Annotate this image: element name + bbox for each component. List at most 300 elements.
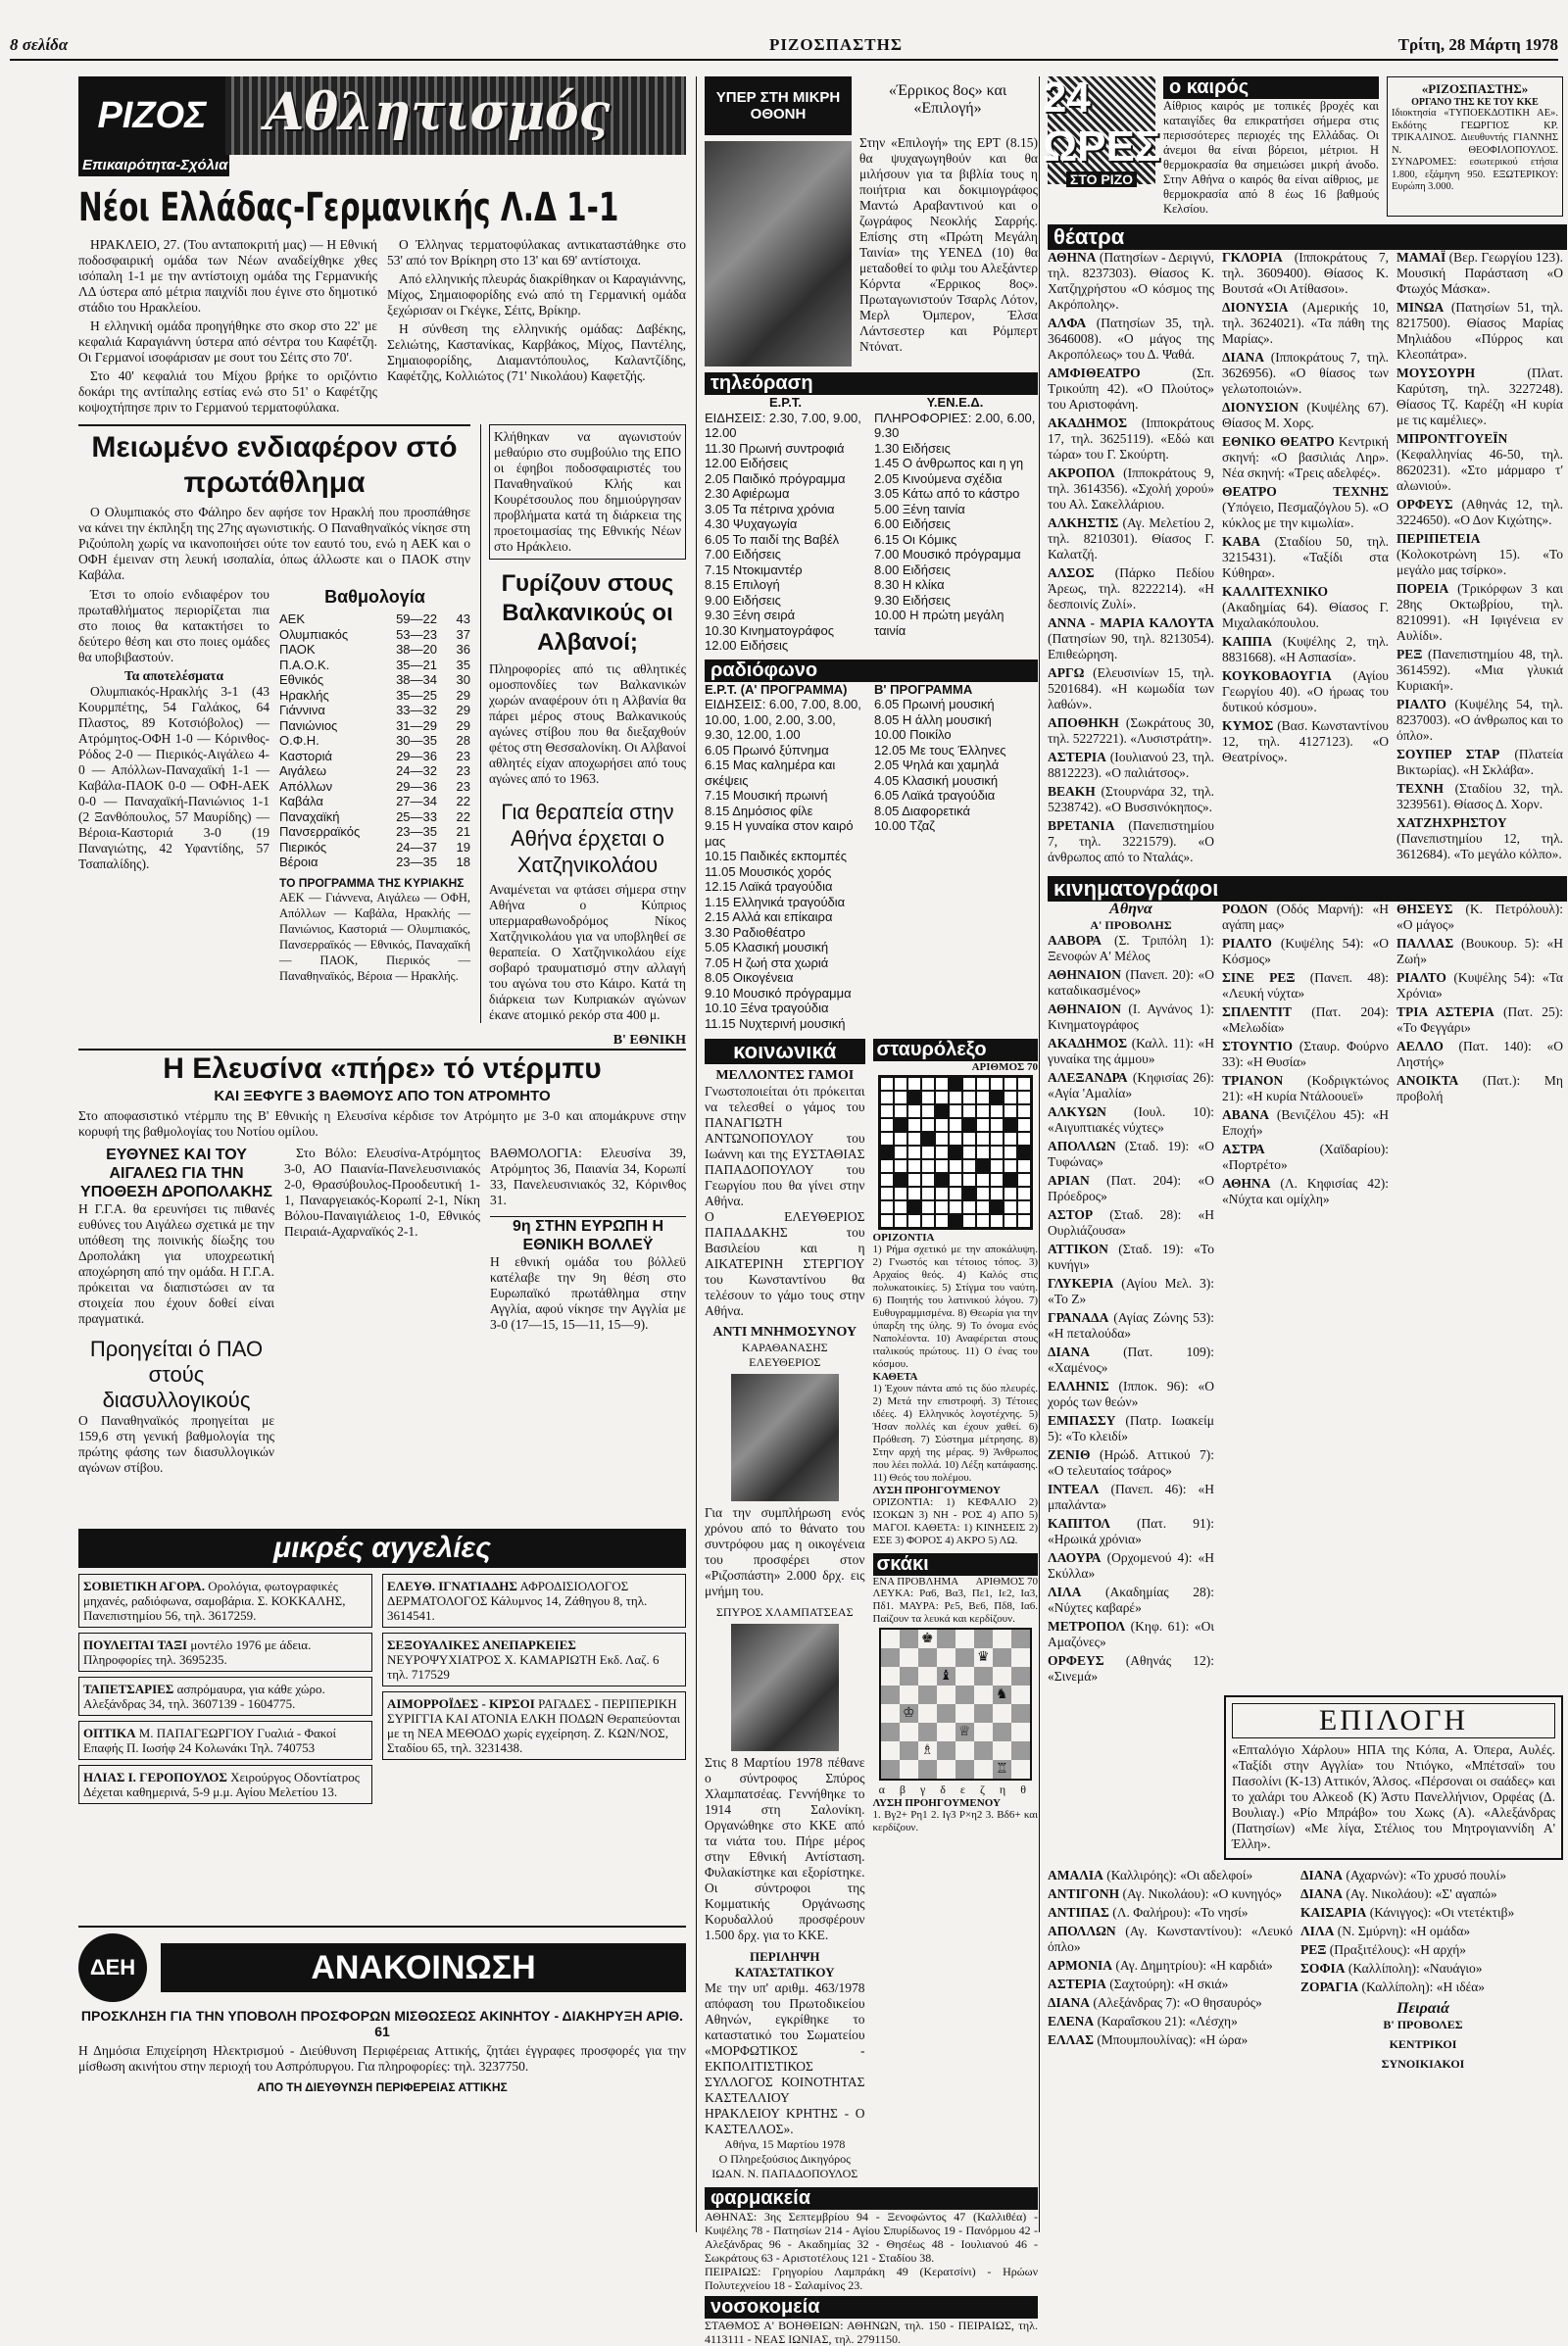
tv-listing: 1.30 Ειδήσεις: [874, 440, 951, 456]
crossword-cell: [962, 1132, 976, 1146]
cinema-entry-detail: (Καραΐσκου 21): «Λέσχη»: [1094, 2014, 1238, 2028]
crossword-cell: [921, 1132, 935, 1146]
theatre-entry: [1048, 415, 1214, 463]
theatre-entry-name: ΣΟΥΠΕΡ ΣΤΑΡ: [1396, 747, 1500, 761]
chess-square: [956, 1741, 974, 1760]
cinema-entry: [1396, 1073, 1563, 1104]
cinema-entry-name: ΑΛΚΥΩΝ: [1048, 1104, 1106, 1119]
ad-entry-detail: ΡΑΓΑΔΕΣ - ΠΕΡΙΠΕΡΙΚΗ ΣΥΡΙΓΓΙΑ ΚΑΙ ΑΤΟΝΙΑ ΕΛΚΗ ΠΟΔΩΝ Θεραπεύονται με τη ΝΕΑ ΜΕΘΟΔΟ χωρίς εγχείρηση. Ζ. ΚΩΝ/ΝΟΣ, Σταδίου 65, τηλ. 3231438.: [387, 1696, 681, 1755]
theatre-entry-name: ΑΛΦΑ: [1048, 316, 1087, 330]
team-stats: [396, 840, 470, 855]
chess-square: [900, 1686, 918, 1704]
crossword-cell: [935, 1077, 949, 1091]
crossword-cell: [880, 1104, 894, 1118]
ad-entry-name: ΑΙΜΟΡΡΟΪΔΕΣ - ΚΙΡΣΟΙ: [387, 1696, 535, 1711]
cinema-entry-detail: (Βενιζέλου 45): «Η Εποχή»: [1222, 1107, 1389, 1138]
crossword-cell: [880, 1173, 894, 1187]
cinema-entry-name: ΔΙΑΝΑ: [1300, 1868, 1343, 1882]
crossword-cell: [894, 1132, 907, 1146]
crossword-cell: [935, 1159, 949, 1173]
crossword-cell: [949, 1159, 962, 1173]
chess-square: [881, 1667, 900, 1686]
chess-square: [918, 1648, 937, 1667]
crossword-cell: [1017, 1159, 1031, 1173]
cinema-entry-detail: (Σ. Τριπόλη 1): Ξενοφών Α' Μέλος: [1048, 933, 1214, 963]
team-stats: [396, 703, 470, 718]
theatre-entry: [1222, 434, 1389, 481]
ad-entry: [382, 1633, 686, 1686]
crossword-cell: [921, 1118, 935, 1132]
notice-body: Η Δημόσια Επιχείρηση Ηλεκτρισμού - Διεύθυνση Περιφέρειας Αττικής, ζητάει έγγραφες προσφορές για την μίσθωση ακινήτου στην περιοχή του Ασπρόπυργου. Για πληροφορίες: τηλ. 3237750.: [78, 2043, 686, 2074]
cinema-entry: [1048, 1958, 1293, 1974]
crossword-cell: [907, 1104, 921, 1118]
radio-listing: 6.05 Πρωινή μουσική: [874, 697, 995, 711]
theatre-entry-detail: (Στουρνάρα 32, τηλ. 5238742). «Ο Βυσσινόκηπος».: [1048, 784, 1214, 814]
theatre-entry-name: ΠΕΡΙΠΕΤΕΙΑ: [1396, 531, 1481, 546]
chess-square: [1011, 1630, 1030, 1648]
main-headline: Νέοι Ελλάδας-Γερμανικής Λ.Δ 1-1: [78, 185, 619, 230]
paragraph: Ο Ολυμπιακός στο Φάληρο δεν αφήσε τον Ηρακλή που προσπάθησε να κάνει την έκπληξη της 27ης αγωνιστικής. Ο Παναθηναϊκός νίκησε στη Ριζούπολη χωρίς να ικανοποιήσει ούτε τον εαυτό του, ενώ η ΑΕΚ και ο ΟΦΗ έμειναν στη λευκή ισοπαλία, όπως άλλωστε και ο ΠΑΟΚ στην Καβάλα.: [78, 505, 470, 582]
cinema-entry-detail: (Πατ.): Μη προβολή: [1396, 1073, 1563, 1103]
theatre-entry: [1396, 531, 1563, 578]
crossword-cell: [976, 1173, 990, 1187]
radio-listing: 7.15 Μουσική πρωινή: [705, 788, 828, 803]
cinema-entry-detail: (Κυψέλης 54): «Ο Κόσμος»: [1222, 936, 1389, 966]
masthead-box: [1387, 76, 1563, 217]
cinema-entry-name: ΑΒΑΝΑ: [1222, 1107, 1270, 1122]
crossword-cell: [1004, 1187, 1017, 1200]
chess-square: [974, 1741, 993, 1760]
standings-row: [279, 794, 470, 809]
crossword-cell: [1017, 1118, 1031, 1132]
chess-square: [956, 1686, 974, 1704]
ad-entry-detail: ασπρόμαυρα, για κάθε χώρο. Αλεξάνδρας 34, τηλ. 3607139 - 1604775.: [83, 1682, 325, 1711]
cinema-entry-name: ΟΡΦΕΥΣ: [1048, 1653, 1104, 1668]
issue-date: Τρίτη, 28 Μάρτη 1978: [1397, 35, 1558, 54]
radio-listing: 5.05 Κλασική μουσική: [705, 940, 829, 954]
weather-title: ο καιρός: [1163, 76, 1379, 99]
crossword-cell: [990, 1200, 1004, 1214]
tv-listing: 2.05 Κινούμενα σχέδια: [874, 470, 1003, 486]
theatre-entry: [1396, 747, 1563, 778]
crossword-cell: [1004, 1146, 1017, 1159]
theatre-entry-name: ΑΜΦΙΘΕΑΤΡΟ: [1048, 366, 1141, 380]
marriage-heading: ΜΕΛΛΟΝΤΕΣ ΓΑΜΟΙ: [715, 1068, 855, 1083]
team-stats: [396, 794, 470, 809]
respons-story: [78, 1146, 274, 1476]
crossword-cell: [962, 1173, 976, 1187]
tv-yened: [874, 395, 1036, 654]
theatre-entry-detail: (Τρικόρφων 3 και 28ης Οκτωβρίου, τηλ. 8210991). «Η Ιφιγένεια εν Αυλίδι».: [1396, 581, 1563, 643]
goals: 35—21: [396, 657, 437, 672]
crossword-cell: [949, 1104, 962, 1118]
goals: 35—25: [396, 687, 437, 703]
cinema-entry: [1048, 1242, 1214, 1273]
cinema-entry-name: ΕΛΛΑΣ: [1048, 2032, 1094, 2047]
ads-title: μικρές αγγελίες: [78, 1529, 686, 1568]
theatre-entry-detail: (Ακαδημίας 64). Θίασος Γ. Μιχαλακόπουλου.: [1222, 600, 1389, 630]
crossword-cell: [880, 1077, 894, 1091]
team-name: Απόλλων: [279, 778, 333, 794]
ad-entry-detail: ΑΦΡΟΔΙΣΙΟΛΟΓΟΣ ΔΕΡΜΑΤΟΛΟΓΟΣ Κάλυμνος 14, Ζάθηγου 8, τηλ. 3614541.: [387, 1579, 648, 1623]
cinema-entry: [1396, 936, 1563, 967]
crossword-cell: [1017, 1187, 1031, 1200]
crossword-cell: [949, 1091, 962, 1104]
cinema-entry-detail: (Πατ. 204): «Μελωδία»: [1222, 1004, 1389, 1035]
cinema-entry-detail: (Καλλίπολη): «Ναυάγιο»: [1345, 1961, 1483, 1976]
points: 22: [456, 794, 470, 808]
theatre-entry-detail: (Κολοκοτρώνη 15). «Το μεγάλο μας τσίρκο».: [1396, 547, 1563, 577]
cinema-entry-detail: (Καλλίπολη): «Η ιδέα»: [1358, 1979, 1486, 1994]
memory-body: Για την συμπλήρωση ενός χρόνου από το θάνατο του συντρόφου μας η οικογένεια του προσφέρει στον «Ριζοσπάστη» 2.000 δρχ. εις μνήμη του.: [705, 1505, 865, 1598]
radio-listing: 6.05 Λαϊκά τραγούδια: [874, 788, 996, 803]
theatre-entry-name: ΚΟΥΚΟΒΑΟΥΓΙΑ: [1222, 668, 1332, 683]
cinema-entry-name: ΑΝΤΙΓΟΝΗ: [1048, 1886, 1120, 1901]
cinema-entry-name: ΑΝΤΙΠΑΣ: [1048, 1905, 1109, 1920]
crossword-cell: [962, 1214, 976, 1228]
points: 36: [456, 642, 470, 657]
theatre-entry: [1048, 784, 1214, 815]
cinema-entry-detail: (Πατ. 140): «Ο Ληστής»: [1396, 1039, 1563, 1069]
cinema-entry-name: ΑΘΗΝΑΙΟΝ: [1048, 1002, 1121, 1016]
ad-entry: [382, 1691, 686, 1760]
cinema-entry-detail: (Αλεξάνδρας 7): «Ο θησαυρός»: [1089, 1995, 1262, 2010]
radio-listing: 2.05 Ψηλά και χαμηλά: [874, 758, 1000, 772]
pharmacy-piraeus: ΠΕΙΡΑΙΩΣ: Γρηγορίου Λαμπράκη 49 (Κερατσίνι) - Ηρώων Πολυτεχνείου 18 - Σαλαμίνος 23.: [705, 2265, 1038, 2292]
team-stats: [396, 763, 470, 779]
theatre-entry-detail: (Πατησίων 90, τηλ. 8213054). Επιθεώρηση.: [1048, 631, 1214, 661]
notice-subtitle: ΠΡΟΣΚΛΗΣΗ ΓΙΑ ΤΗΝ ΥΠΟΒΟΛΗ ΠΡΟΣΦΟΡΩΝ ΜΙΣΘΩΣΕΩΣ ΑΚΙΝΗΤΟΥ - ΔΙΑΚΗΡΥΞΗ ΑΡΙΘ. 61: [80, 2008, 684, 2039]
chess-square: [937, 1704, 956, 1723]
cinema-entry-detail: (Σταυρ. Φούρνο 33): «Η Θυσία»: [1222, 1039, 1389, 1069]
points: 29: [456, 717, 470, 733]
cinema-entry-detail: (Ιουλ. 10): «Αιγυπτιακές νύχτες»: [1048, 1104, 1214, 1135]
cinema-entry-detail: (Ι. Αγνάνος 1): Κινηματογράφος: [1048, 1002, 1214, 1032]
chess-square: [1011, 1686, 1030, 1704]
chess-square: [881, 1630, 900, 1648]
team-stats: [396, 855, 470, 870]
ad-entry: [382, 1574, 686, 1628]
theatre-entry-detail: (Ελευσινίων 15, τηλ. 5201684). «Η κωμωδία των λαθών».: [1048, 665, 1214, 711]
cinema-entry: [1048, 1413, 1214, 1444]
cinema-entry-name: ΔΙΑΝΑ: [1300, 1886, 1343, 1901]
crossword-cell: [949, 1187, 962, 1200]
cinema-entry-detail: (Λ. Κηφισίας 42): «Νύχτα και ομίχλη»: [1222, 1176, 1389, 1206]
chess-square: [900, 1667, 918, 1686]
crossword-cell: [921, 1187, 935, 1200]
tv-listing: 9.30 Ξένη σειρά: [705, 608, 796, 622]
cinema-entry-detail: (Σαχτούρη): «Η σκιά»: [1105, 1977, 1229, 1991]
crossword-cell: [976, 1214, 990, 1228]
cinema-entry-name: ΣΠΛΕΝΤΙΤ: [1222, 1004, 1293, 1019]
cinema-entry-detail: (Μπουμπουλίνας): «Η ώρα»: [1093, 2032, 1249, 2047]
theatre-entry: [1396, 581, 1563, 644]
tv-listing: 10.00 Η πρώτη μεγάλη ταινία: [874, 608, 1004, 638]
cinema-col-2: [1222, 902, 1389, 1687]
team-name: ΑΕΚ: [279, 611, 306, 626]
theatre-entry-name: ΑΝΝΑ - ΜΑΡΙΑ ΚΑΛΟΥΤΑ: [1048, 615, 1214, 630]
chess-square: [974, 1704, 993, 1723]
ad-entry-name: ΗΛΙΑΣ Ι. ΓΕΡΟΠΟΥΛΟΣ: [83, 1770, 227, 1784]
tv-listing: 6.15 Οι Κόμικς: [874, 531, 957, 547]
chess-square: [1011, 1741, 1030, 1760]
cinema-entry: [1048, 1276, 1214, 1307]
cinema-entry: [1300, 1868, 1545, 1883]
cinema-entry-name: ΙΝΤΕΑΛ: [1048, 1482, 1100, 1496]
cinema-entry-name: ΖΕΝΙΘ: [1048, 1447, 1091, 1462]
public-notice: [78, 1926, 686, 2220]
crossword-cell: [921, 1146, 935, 1159]
theatre-entry-detail: (Κεφαλληνίας 46-50, τηλ. 8620231). «Στο μάρμαρο τ' αλωνιού».: [1396, 447, 1563, 493]
crossword-cell: [894, 1173, 907, 1187]
theatre-entry-name: ΑΡΓΩ: [1048, 665, 1085, 680]
chess-square: [900, 1648, 918, 1667]
chess-square: [993, 1648, 1011, 1667]
tv-title: τηλεόραση: [705, 372, 1038, 395]
team-name: ΠΑΟΚ: [279, 642, 316, 657]
theatre-entry: [1222, 718, 1389, 765]
chess-square: [881, 1760, 900, 1779]
radio-heading: Ε.Ρ.Τ. (Α' ΠΡΟΓΡΑΜΜΑ): [705, 681, 848, 697]
chess-square: ♗: [918, 1741, 937, 1760]
theatre-entry-detail: (Πλατεία Βικτωρίας). «Η Σκλάβα».: [1396, 747, 1563, 777]
cinema-entry-name: ΔΙΑΝΑ: [1048, 1344, 1090, 1359]
theatre-entry-detail: (Ιπποκράτους 7, τηλ. 3609400). Θίασος Κ. Βουτσά «Οι Ατίθασοι».: [1222, 250, 1389, 296]
ad-entry-name: ΟΠΤΙΚΑ: [83, 1726, 136, 1740]
cinema-entry-name: ΖΟΡΑΓΙΑ: [1300, 1979, 1359, 1994]
elefsina-standings: ΒΑΘΜΟΛΟΓΙΑ: Ελευσίνα 39, Ατρόμητος 36, Παιανία 34, Κορωπί 33, Πανελευσινιακός 32, Κόρινθος 31.: [490, 1146, 686, 1207]
cinema-entry-detail: (Κηφισίας 26): «Αγία 'Αμαλία»: [1048, 1070, 1214, 1100]
cinema-entry-detail: (Αγ. Νικολάου): «Ο κυνηγός»: [1119, 1886, 1283, 1901]
side-note: Κλήθηκαν να αγωνιστούν μεθαύριο στο συμβούλιο της ΕΠΟ οι έφηβοι ποδοσφαιριστές του Παναθηναϊκού Κλής και Κουρέτσουλος που δημιούργησαν προβλήματα κατά τη διάρκεια της προετοιμασίας της Εθνικής Νέων στο Ηράκλειο.: [489, 424, 686, 560]
masthead-body: Ιδιοκτησία «ΤΥΠΟΕΚΔΟΤΙΚΗ ΑΕ». Εκδότης ΓΕΩΡΓΙΟΣ ΚΡ. ΤΡΙΚΑΛΙΝΟΣ. Διευθυντής ΓΙΑΝΝΗΣ Ν. ΘΕΟΦΙΛΟΠΟΥΛΟΣ. ΣΥΝΔΡΟΜΕΣ: εσωτερικού ετήσια 1.800, εξάμηνη 950. ΕΞΩΤΕΡΙΚΟΥ: Ευρώπη 3.000.: [1392, 108, 1558, 192]
theatre-entry-detail: (Υπόγειο, Πεσμαζόγλου 5). «Ο κύκλος με την κιμωλία».: [1222, 500, 1389, 530]
chess-square: [1011, 1648, 1030, 1667]
weather-body: Αίθριος καιρός με τοπικές βροχές και καταιγίδες θα επικρατήσει σήμερα στις περισσότερες περιοχές της Ελλάδας. Οι άνεμοι θα είναι βόρειοι, μέτριοι. Η θερμοκρασία θα σημειώσει μικρή άνοδο. Στην Αθήνα ο καιρός θα είναι αίθριος, με θερμοκρασία από 8 έως 16 βαθμούς Κελσίου.: [1163, 99, 1379, 216]
crossword-cell: [894, 1077, 907, 1091]
team-name: Πανιώνιος: [279, 717, 338, 733]
cinema-entry: [1048, 1447, 1214, 1479]
cinema-entry: [1300, 1905, 1545, 1921]
hospital-title: νοσοκομεία: [705, 2296, 1038, 2319]
points: 29: [456, 703, 470, 717]
chess-square: [1011, 1667, 1030, 1686]
chess-square: ♕: [956, 1723, 974, 1741]
volley-headline: 9η ΣΤΗΝ ΕΥΡΩΠΗ Η ΕΘΝΙΚΗ ΒΟΛΛΕΫ: [490, 1216, 686, 1254]
cinema-entry-detail: (Πατρ. Ιωακείμ 5): «Το κλειδί»: [1048, 1413, 1214, 1443]
points: 29: [456, 687, 470, 703]
cinema-entry-detail: (Λ. Φαλήρου): «Το νησί»: [1108, 1905, 1249, 1920]
crossword-cell: [949, 1214, 962, 1228]
eleusina-headline: Η Ελευσίνα «πήρε» τό ντέρμπυ: [163, 1052, 602, 1085]
ad-entry-detail: μοντέλο 1976 με άδεια. Πληροφορίες τηλ. 3695235.: [83, 1637, 312, 1667]
theatre-entry-detail: (Ιπποκράτους 17, τηλ. 3625119). «Εδώ και τώρα» του Γ. Σκούρτη.: [1048, 415, 1214, 462]
cinema-entry-name: ΛΙΛΑ: [1300, 1924, 1335, 1938]
theatre-entry-detail: (Βασ. Κωνσταντίνου 12, τηλ. 4127123). «Ο Θεατρίνος».: [1222, 718, 1389, 764]
theatre-entry-name: ΚΑΛΛΙΤΕΧΝΙΚΟ: [1222, 584, 1329, 599]
crossword-cell: [990, 1173, 1004, 1187]
radio-listing: 11.05 Μουσικός χορός: [705, 863, 832, 879]
chess-square: [900, 1630, 918, 1648]
volley-body: Η εθνική ομάδα του βόλλεϋ κατέλαβε την 9η θέση στο Ευρωπαϊκό πρωτάθλημα στην Αγγλία, αφού νίκησε την Αγγλία με 3-0 (17—15, 15—11, 15—9).: [490, 1254, 686, 1332]
crossword-cell: [907, 1173, 921, 1187]
cinema-entry-detail: (Χαϊδαρίου): «Πορτρέτο»: [1222, 1142, 1389, 1172]
theatre-entry-name: ΚΥΜΟΣ: [1222, 718, 1274, 733]
cinema-entry: [1048, 1977, 1293, 1992]
chess-square: [993, 1630, 1011, 1648]
cinema-entry: [1048, 1619, 1214, 1650]
theatre-entry: [1222, 400, 1389, 431]
theatre-entry: [1048, 515, 1214, 562]
theatre-entry-detail: (Ιπποκράτους 7, τηλ. 3626956). «Ο θίασος των γελωτοποιών».: [1222, 350, 1389, 396]
24h-number: 24 ΩΡΕΣ: [1042, 73, 1161, 171]
b-ethniki-label: Β' ΕΘΝΙΚΗ: [78, 1033, 686, 1051]
theatre-entry-detail: (Κυψέλης 67). Θίασος Μ. Χορς.: [1222, 400, 1389, 430]
crossword-cell: [935, 1214, 949, 1228]
goals: 23—35: [396, 824, 437, 839]
sports-logo-box: ΡΙΖΟΣ: [78, 76, 225, 155]
ad-entry: [78, 1721, 372, 1760]
theatre-entry-name: ΜΠΡΟΝΤΓΟΥΕΪΝ: [1396, 431, 1508, 446]
cinema-entry-name: ΕΛΕΝΑ: [1048, 2014, 1095, 2028]
standings-row: [279, 749, 470, 764]
chess-title: σκάκι: [873, 1553, 1038, 1576]
chess-square: [937, 1630, 956, 1648]
crossword-cell: [949, 1173, 962, 1187]
paragraph: Από ελληνικής πλευράς διακρίθηκαν οι Καραγιάννης, Μίχος, Σημαιοφορίδης ενώ από τη Γερμανική ομάδα ξεχώρισαν οι Γκέγκε, Σέιτς, Βρίκηρ.: [387, 271, 686, 318]
radio-listing: 4.05 Κλασική μουσική: [874, 772, 999, 788]
theatre-entry-name: ΜΟΥΣΟΥΡΗ: [1396, 366, 1476, 380]
crossword-cell: [894, 1091, 907, 1104]
crossword-cell: [1004, 1118, 1017, 1132]
crossword-cell: [976, 1077, 990, 1091]
will-date: Αθήνα, 15 Μαρτίου 1978: [724, 2137, 846, 2151]
crossword-cell: [990, 1077, 1004, 1091]
radio-listing: 9.15 Η γυναίκα στον καιρό μας: [705, 818, 854, 849]
crossword-cell: [949, 1118, 962, 1132]
theatre-entry-name: ΘΕΑΤΡΟ ΤΕΧΝΗΣ: [1222, 484, 1389, 499]
crossword-cell: [990, 1214, 1004, 1228]
cinema-entry: [1048, 1002, 1214, 1033]
chess-square: [1011, 1760, 1030, 1779]
paragraph: Στο 40' κεφαλιά του Μίχου βρήκε το οριζόντιο δοκάρι της αντίπαλης εστίας ενώ στο 51' ο Καφέτζης κοψοχτήπησε πριν το Γερμανού τερματοφύλακα.: [78, 368, 377, 415]
team-name: Π.Α.Ο.Κ.: [279, 657, 330, 672]
crossword-cell: [880, 1146, 894, 1159]
puzzles-section: [873, 1039, 1038, 2181]
tv-listing: 8.00 Ειδήσεις: [874, 562, 951, 577]
goals: 29—36: [396, 778, 437, 794]
theatre-entry-detail: (Βερ. Γεωργίου 123). Μουσική Παράσταση «Ο Φτωχός Μάσκα».: [1396, 250, 1563, 296]
theatre-title: θέατρα: [1048, 224, 1567, 250]
theatre-entry: [1222, 484, 1389, 531]
crossword-cell: [1004, 1091, 1017, 1104]
crossword-cell: [907, 1187, 921, 1200]
theatre-entry: [1048, 565, 1214, 612]
team-name: Ηρακλής: [279, 687, 329, 703]
chess-square: ♔: [900, 1704, 918, 1723]
choice-body: «Επταλόγιο Χάρλου» ΗΠΑ της Κόπα, Α. Όπερα, Αυλές. «Ταξίδι στην Αγγλία» του Ντιόγκο, «Μπέτσαϊ» του Πασολίνι (Κ-13) Αττικόν, Άλσος. «Πέρσοναι οι σαάδες» και το χαλάρι του Αλκεοδ (Κ) Άστυ Πανελλήνιον, Ορφέας (Δ. Βουλιαγ.) «Ρίο Μπράβο» του Χωκς (Α). «Αλεξάνδρας (Πατησίων) «Με λίγα, Στέλιος του Μητρογιαννίδη Α' Έλλη».: [1232, 1742, 1555, 1851]
radio-listing: 1.15 Ελληνικά τραγούδια: [705, 894, 846, 909]
cinema-entry: [1048, 1207, 1214, 1239]
right-top: [1042, 73, 1567, 217]
theatre-col-3: [1396, 250, 1563, 868]
notice-title: ΑΝΑΚΟΙΝΩΣΗ: [161, 1943, 686, 1992]
chess-square: [956, 1630, 974, 1648]
cinema-entry: [1396, 902, 1563, 933]
cinema-entry: [1048, 967, 1214, 999]
theatre-entry-detail: (Σπ. Τρικούπη 42). «Ο Πλούτος» του Αριστοφάνη.: [1048, 366, 1214, 412]
side-stories: [480, 424, 686, 1023]
cinema-entry: [1048, 1482, 1214, 1513]
chess-square: [974, 1723, 993, 1741]
chess-square: [993, 1667, 1011, 1686]
ad-entry: [78, 1677, 372, 1716]
cinema-entry: [1222, 1176, 1389, 1207]
crossword-cell: [1017, 1091, 1031, 1104]
theatre-entry: [1396, 300, 1563, 363]
cinema-entry: [1300, 1942, 1545, 1958]
paragraph: Η ελληνική ομάδα προηγήθηκε στο σκορ στο 22' με κεφαλιά Καραγιάννη ύστερα από σέντρα του Καφέτζη. Οι Γερμανοί ισοφάρισαν με σουτ του Σέιτς στο 70'.: [78, 318, 377, 365]
cinema-entry-detail: (Πατ. 204): «Ο Πρόεδρος»: [1048, 1173, 1214, 1203]
crossword-cell: [1017, 1214, 1031, 1228]
chess-square: [900, 1741, 918, 1760]
crossword-cell: [949, 1132, 962, 1146]
theatre-entry-name: ΠΟΡΕΙΑ: [1396, 581, 1449, 596]
sports-logo-script: Αθλητισμός: [265, 82, 611, 142]
crossword-cell: [962, 1187, 976, 1200]
crossword-cell: [1017, 1132, 1031, 1146]
respons-headline: ΕΥΘΥΝΕΣ ΚΑΙ ΤΟΥ ΑΙΓΑΛΕΩ ΓΙΑ ΤΗΝ ΥΠΟΘΕΣΗ ΔΡΟΠΟΛΑΚΗΣ: [80, 1147, 272, 1200]
choice-title: ΕΠΙΛΟΓΗ: [1232, 1703, 1555, 1738]
radio-listing: 7.05 Η ζωή στα χωριά: [705, 954, 829, 970]
theatre-entry-detail: (Πανεπιστημίου 7, τηλ. 3221579). «Ο άνθρωπος από το Νταλάς».: [1048, 818, 1214, 864]
radio-listing: 3.30 Ραδιοθέατρο: [705, 924, 806, 940]
hospital-body: ΣΤΑΘΜΟΣ Α' ΒΟΗΘΕΙΩΝ: ΑΘΗΝΩΝ, τηλ. 150 - ΠΕΙΡΑΙΩΣ, τηλ. 4113111 - ΝΕΑΣ ΙΩΝΙΑΣ, τηλ. 2791150.: [705, 2319, 1038, 2346]
cinema-entry-name: ΑΠΟΛΛΩΝ: [1048, 1139, 1116, 1153]
team-stats: [396, 733, 470, 749]
chess-square: [937, 1686, 956, 1704]
team-name: Καστοριά: [279, 748, 333, 763]
theatre-entry-name: ΑΚΡΟΠΟΛ: [1048, 465, 1115, 480]
cinema-entry-detail: (Αγ. Δημητρίου): «Η καρδιά»: [1112, 1958, 1273, 1973]
chess-problem-label: ΕΝΑ ΠΡΟΒΛΗΜΑ: [872, 1576, 959, 1588]
classified-ads: [78, 1529, 686, 1921]
memory-heading: ΑΝΤΙ ΜΝΗΜΟΣΥΝΟΥ: [712, 1325, 858, 1340]
ad-entry: [78, 1574, 372, 1628]
cinema-entry-name: ΤΡΙΑ ΑΣΤΕΡΙΑ: [1396, 1004, 1494, 1019]
crossword-cell: [962, 1159, 976, 1173]
crossword-cell: [976, 1187, 990, 1200]
crossword-cell: [1004, 1159, 1017, 1173]
cinema-entry: [1048, 1104, 1214, 1136]
chess-square: ♛: [974, 1648, 993, 1667]
will-signature: Ο Πληρεξούσιος Δικηγόρος ΙΩΑΝ. Ν. ΠΑΠΑΔΟΠΟΥΛΟΣ: [711, 2152, 858, 2180]
cinema-entry-name: ΑΣΤΟΡ: [1048, 1207, 1094, 1222]
crossword-cell: [921, 1077, 935, 1091]
cinema-entry-name: ΑΣΤΡΑ: [1222, 1142, 1265, 1156]
cinema-entry: [1048, 1344, 1214, 1376]
radio-listing: 10.00 Τζαζ: [874, 818, 935, 833]
chess-solution: 1. Βγ2+ Ρη1 2. Ιγ3 Ρ×η2 3. Βδ6+ και κερδίζουν.: [872, 1809, 1038, 1833]
goals: 27—34: [396, 794, 437, 808]
chess-square: [881, 1648, 900, 1667]
team-name: Ολυμπιακός: [279, 626, 349, 642]
chess-square: [1011, 1723, 1030, 1741]
theatre-entry: [1222, 668, 1389, 715]
social-title: κοινωνικά: [705, 1039, 865, 1064]
sports-masthead: [78, 76, 686, 155]
ad-entry: [78, 1633, 372, 1672]
